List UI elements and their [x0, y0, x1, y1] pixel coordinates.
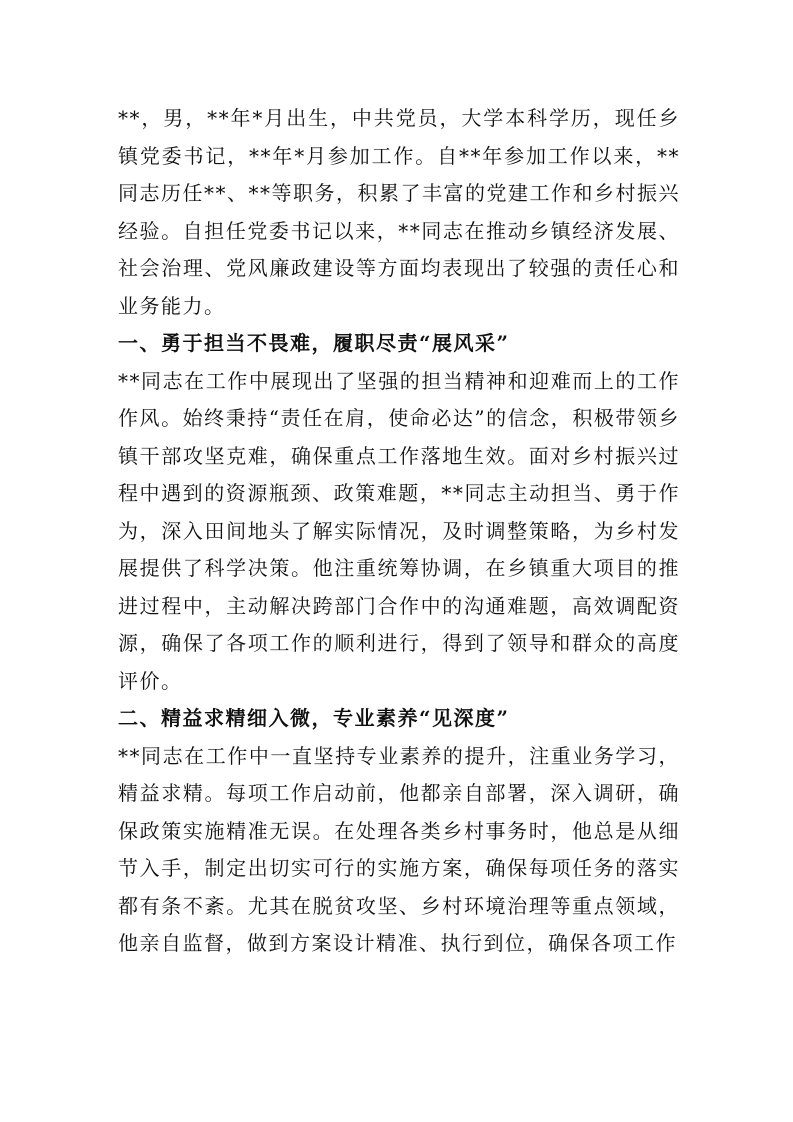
- section-2-heading: 二、精益求精细入微，专业素养“见深度”: [118, 706, 510, 730]
- intro-paragraph: **，男，**年*月出生，中共党员，大学本科学历，现任乡镇党委书记，**年*月参加工作。自**年参加工作以来，**同志历任**、**等职务，积累了丰富的党建工作和乡村振兴经验。自担任党委书记以来，**同志在推动乡镇经济发展、社会治理、党风廉政建设等方面均表现出了较强的责任心和业务能力。: [118, 106, 680, 318]
- document-page: [118, 100, 680, 963]
- section-1-paragraph: **同志在工作中展现出了坚强的担当精神和迎难而上的工作作风。始终秉持“责任在肩，使命必达”的信念，积极带领乡镇干部攻坚克难，确保重点工作落地生效。面对乡村振兴过程中遇到的资源瓶颈、政策难题，**同志主动担当、勇于作为，深入田间地头了解实际情况，及时调整策略，为乡村发展提供了科学决策。他注重统筹协调，在乡镇重大项目的推进过程中，主动解决跨部门合作中的沟通难题，高效调配资源，确保了各项工作的顺利进行，得到了领导和群众的高度评价。: [118, 368, 680, 693]
- section-1-heading: 一、勇于担当不畏难，履职尽责“展风采”: [118, 331, 510, 355]
- section-2-paragraph: **同志在工作中一直坚持专业素养的提升，注重业务学习，精益求精。每项工作启动前，他都亲自部署，深入调研，确保政策实施精准无误。在处理各类乡村事务时，他总是从细节入手，制定出切实可行的实施方案，确保每项任务的落实都有条不紊。尤其在脱贫攻坚、乡村环境治理等重点领域，他亲自监督，做到方案设计精准、执行到位，确保各项工作: [118, 743, 680, 955]
